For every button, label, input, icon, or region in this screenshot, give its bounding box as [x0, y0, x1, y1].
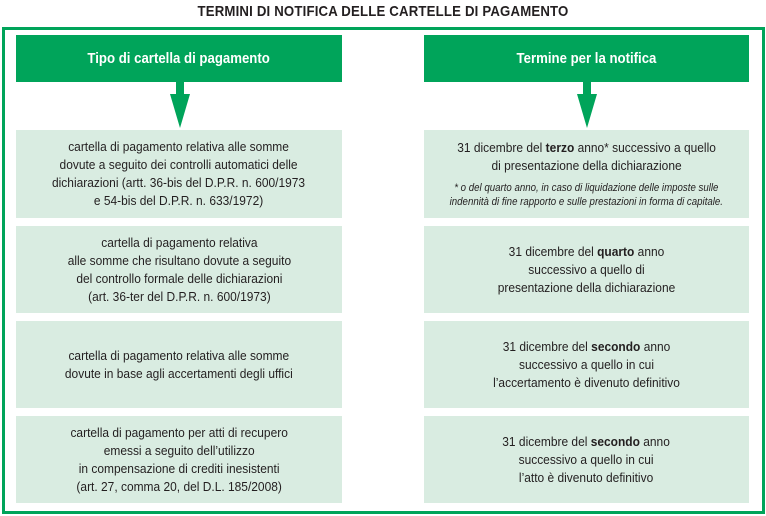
right-box-row-3 [424, 321, 749, 408]
arrow-down-icon [576, 82, 598, 130]
text-line: (art. 36-ter del D.P.R. n. 600/1973) [87, 288, 271, 304]
text-line: (art. 27, comma 20, del D.L. 185/2008) [76, 478, 282, 494]
header-tipo-cartella [16, 35, 342, 82]
text-line: dovute in base agli accertamenti degli uffici [65, 365, 293, 381]
text-line: 31 dicembre del secondo anno [502, 338, 671, 354]
left-box-row-1 [16, 130, 342, 218]
text-line: del controllo formale delle dichiarazioni [75, 270, 283, 286]
diagram-title: TERMINI DI NOTIFICA DELLE CARTELLE DI PAGAMENTO [197, 3, 569, 20]
text-line: in compensazione di crediti inesistenti [78, 460, 280, 476]
text-line: l’accertamento è divenuto definitivo [493, 374, 680, 390]
header-tipo-cartella-label: Tipo di cartella di pagamento [87, 50, 271, 67]
text-line: dichiarazioni (artt. 36-bis del D.P.R. n. 600/1973 [52, 175, 306, 190]
text-line: presentazione della dichiarazione [497, 279, 676, 295]
left-box-row-4 [16, 416, 342, 503]
header-termine-notifica-label: Termine per la notifica [516, 50, 657, 67]
text-line: successivo a quello in cui [519, 451, 654, 467]
text-line: emessi a seguito dell’utilizzo [103, 442, 255, 458]
text-line: 31 dicembre del quarto anno [508, 243, 665, 259]
left-box-row-2 [16, 226, 342, 313]
footnote: * o del quarto anno, in caso di liquidazione delle imposte sulle indennità di fine rapporto e sulle prestazioni in forma di capitale. [449, 182, 724, 208]
right-box-row-2 [424, 226, 749, 313]
text-line: di presentazione della dichiarazione [491, 158, 682, 173]
arrow-down-icon [169, 82, 191, 130]
right-box-row-1 [424, 130, 749, 218]
left-box-row-3 [16, 321, 342, 408]
text-line: cartella di pagamento relativa alle somme [68, 347, 290, 363]
text-line: e 54-bis del D.P.R. n. 633/1972) [94, 193, 264, 208]
header-termine-notifica [424, 35, 749, 82]
text-line: cartella di pagamento per atti di recupero [70, 424, 288, 440]
text-line: 31 dicembre del terzo anno* successivo a quello [457, 140, 716, 155]
text-line: alle somme che risultano dovute a seguito [67, 252, 291, 268]
text-line: successivo a quello di [528, 261, 645, 277]
text-line: 31 dicembre del secondo anno [502, 433, 671, 449]
text-line: cartella di pagamento relativa alle somme [68, 139, 290, 154]
text-line: dovute a seguito dei controlli automatici delle [59, 157, 299, 172]
text-line: l’atto è divenuto definitivo [519, 469, 654, 485]
text-line: successivo a quello in cui [519, 356, 654, 372]
right-box-row-4 [424, 416, 749, 503]
text-line: cartella di pagamento relativa [100, 234, 258, 250]
